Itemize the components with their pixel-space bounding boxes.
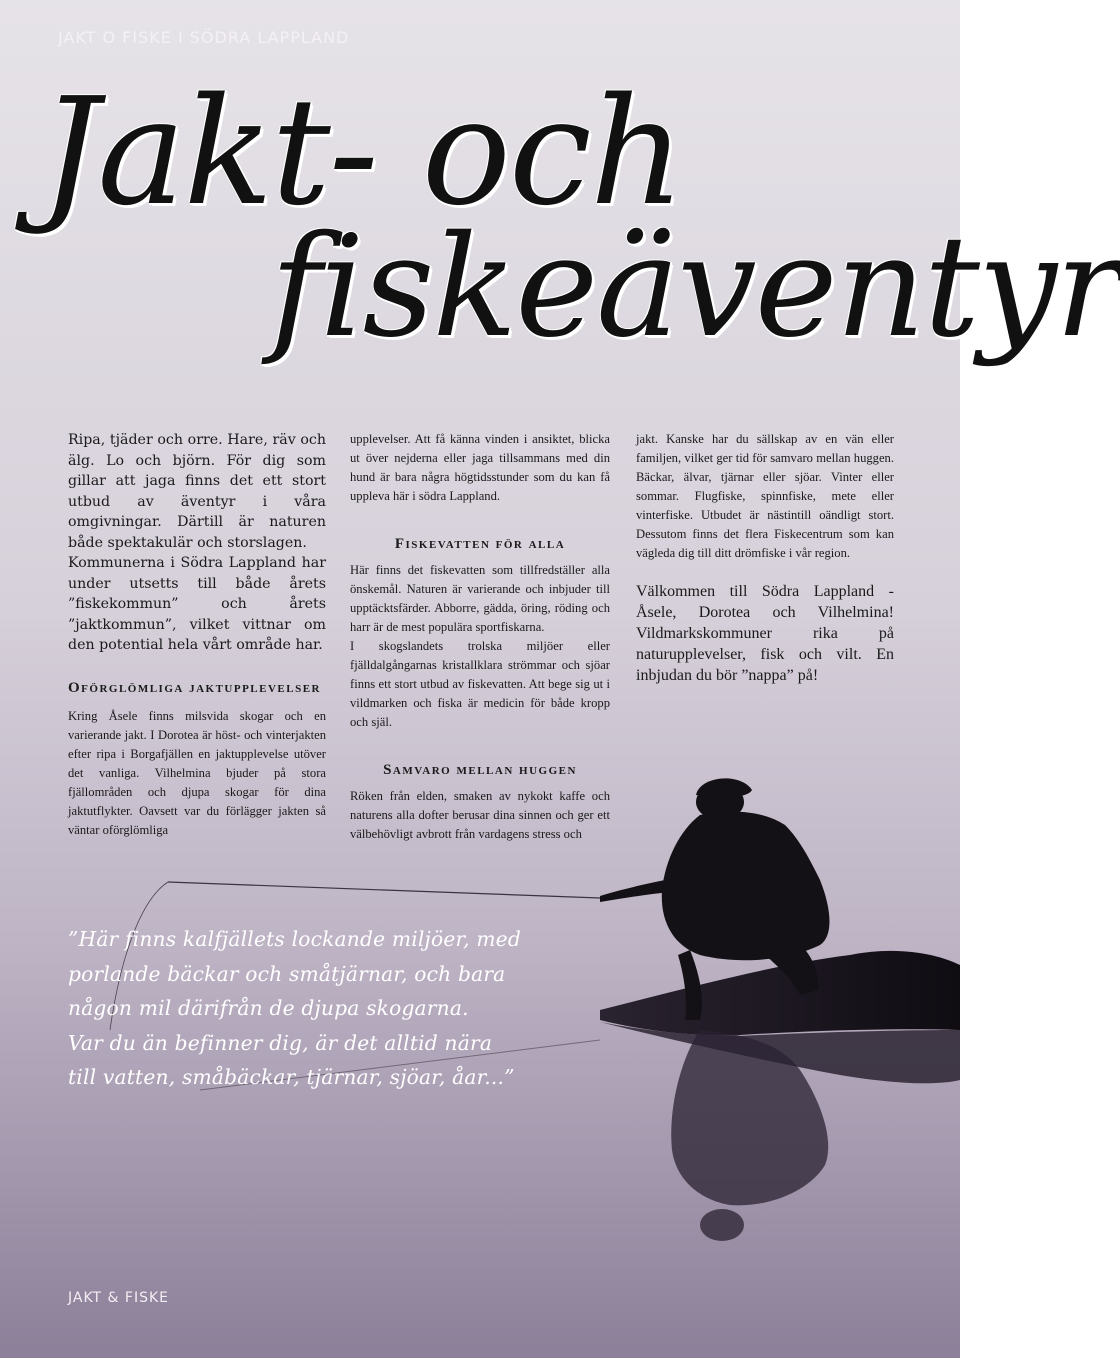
hunting-continuation: upplevelser. Att få känna vinden i ansiktet, blicka ut över nejderna eller jaga tillsammans med din hund är bara några högtidsstunder som du kan få uppleva här i södra Lappland. bbox=[350, 432, 610, 503]
pull-quote bbox=[68, 922, 538, 1095]
hunting-paragraph: Kring Åsele finns milsvida skogar och en varierande jakt. I Dorotea är höst- och vinterjakten efter ripa i Borgafjällen en jaktupplevelse utöver det vanliga. Vilhelmina bjuder på stora fjällområden och djupa skogar för dina jaktutflykter. Oavsett var du förlägger jakten så väntar oförglömliga bbox=[68, 708, 326, 837]
quote-line: Var du än befinner dig, är det alltid nära bbox=[68, 1030, 493, 1055]
page-title-line1: Jakt- och bbox=[40, 66, 684, 238]
quote-line: ”Här finns kalfjällets lockande miljöer, med bbox=[68, 927, 521, 951]
fishing-paragraph-2: I skogslandets trolska miljöer eller fjälldalgångarnas kristallklara strömmar och sjöar finns ett stort utbud av fiskevatten. Att bege sig ut i vildmarken och fiska är medicin för både kropp och själ. bbox=[350, 639, 610, 729]
companionship-paragraph: Röken från elden, smaken av nykokt kaffe och naturens alla dofter berusar dina sinnen och ger ett välbehövligt avbrott från vardagens stress och bbox=[350, 789, 610, 841]
column-1 bbox=[68, 430, 326, 840]
page-title-line2: fiskeäventyr bbox=[270, 206, 1120, 369]
fishing-paragraph-1: Här finns det fiskevatten som tillfredställer alla önskemål. Naturen är varierande och inbjuder till upptäcktsfärder. Abborre, gädda, öring, röding och harr är de mest populära sportfiskarna. bbox=[350, 563, 610, 634]
section-heading-companionship: Samvaro mellan huggen bbox=[383, 762, 577, 778]
intro-paragraph-2: Kommunerna i Södra Lappland har under utsetts till både årets ”fiskekommun” och årets ”jaktkommun”, vilket vittnar om den potential hela vårt område har. bbox=[68, 555, 326, 653]
running-header: JAKT O FISKE I SÖDRA LAPPLAND bbox=[58, 28, 350, 47]
quote-line: till vatten, småbäckar, tjärnar, sjöar, åar...” bbox=[68, 1065, 515, 1089]
companionship-continuation: jakt. Kanske har du sällskap av en vän eller familjen, vilket ger tid för samvaro mellan huggen. Bäckar, älvar, tjärnar eller sjöar. Vinter eller sommar. Flugfiske, spinnfiske, mete eller vinterfiske. Utbudet är nästintill oändligt stort. Dessutom finns det flera Fiskecentrum som kan vägleda dig till ditt drömfiske i vår region. bbox=[636, 432, 894, 560]
column-2 bbox=[350, 430, 610, 844]
section-heading-fishing: Fiskevatten för alla bbox=[394, 536, 566, 552]
footer-section-label: JAKT & FISKE bbox=[68, 1290, 170, 1306]
closing-paragraph: Välkommen till Södra Lappland - Åsele, Dorotea och Vilhelmina! Vildmarkskommuner rika på naturupplevelser, fisk och vilt. En inbjudan du bör ”nappa” på! bbox=[636, 583, 894, 684]
section-heading-hunting: Oförglömliga jaktupplevelser bbox=[68, 679, 321, 696]
quote-line: någon mil därifrån de djupa skogarna. bbox=[68, 996, 469, 1020]
quote-line: porlande bäckar och småtjärnar, och bara bbox=[68, 961, 506, 986]
column-3 bbox=[636, 430, 894, 686]
intro-paragraph-1: Ripa, tjäder och orre. Hare, räv och älg. Lo och björn. För dig som gillar att jaga finns det ett stort utbud av äventyr i våra omgivningar. Därtill är naturen både spektakulär och storslagen. bbox=[68, 432, 326, 551]
